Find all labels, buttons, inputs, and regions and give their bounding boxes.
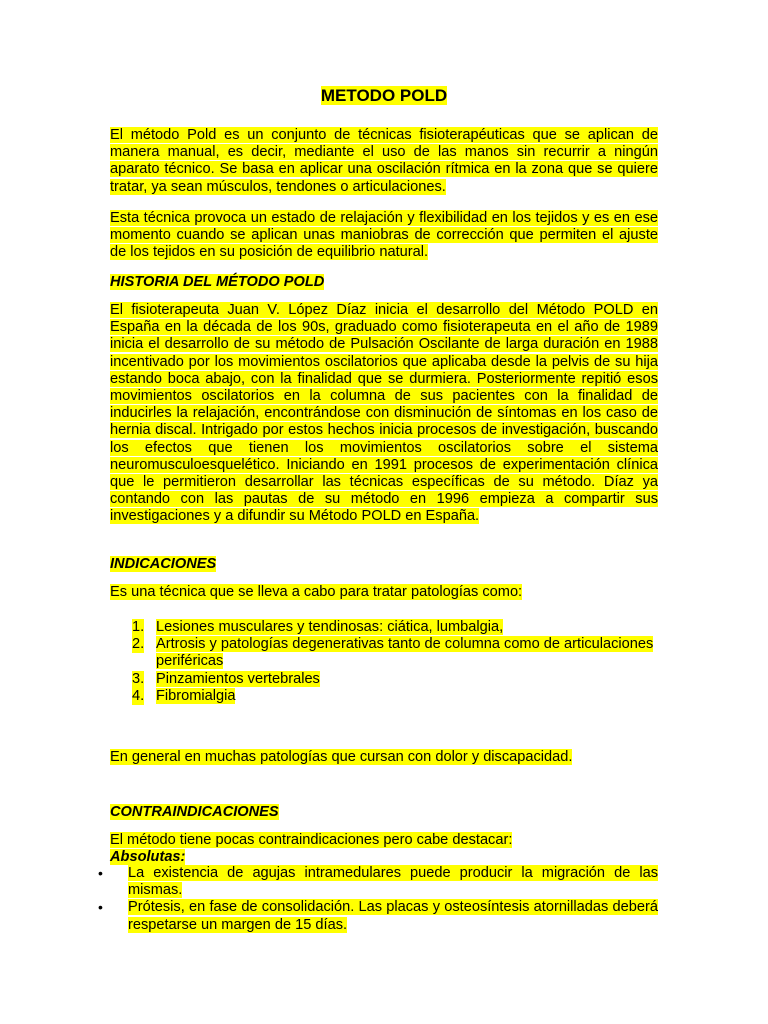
indicaciones-intro: Es una técnica que se lleva a cabo para tratar patologías como: (110, 584, 523, 600)
intro-paragraph-1: El método Pold es un conjunto de técnicas fisioterapéuticas que se aplican de manera manual, es decir, mediante el uso de las manos sin recurrir a ningún aparato técnico. Se basa en aplicar una oscilación rítmica en la zona que se quiere tratar, ya sean músculos, tendones o articulaciones. (110, 127, 658, 195)
bullet-icon: • (98, 899, 103, 916)
historia-paragraph: El fisioterapeuta Juan V. López Díaz inicia el desarrollo del Método POLD en España en la década de los 90s, graduado como fisioterapeuta en el año de 1989 inicia el desarrollo de su método de Pulsación Oscilante de larga duración en 1988 incentivado por los movimientos oscilatorios que aplicaba desde la pelvis de su hija estando boca abajo, con la finalidad que se durmiera. Posteriormente repitió esos movimientos oscilatorios en la columna de sus pacientes con la finalidad de inducirles la relajación, encontrándose con disminución de síntomas en los caso de hernia discal. Intrigado por estos hechos inicia procesos de investigación, buscando los efectos que tienen los movimientos oscilatorios sobre el sistema neuromusculoesquelético. Iniciando en 1991 procesos de experimentación clínica que le permitieron desarrollar las técnicas específicas de su método. Díaz ya contando con las pautas de su método en 1996 empieza a compartir sus investigaciones y a difundir su Método POLD en España. (110, 302, 658, 525)
indicaciones-closing: En general en muchas patologías que cursan con dolor y discapacidad. (110, 749, 573, 765)
contraindicaciones-list (98, 865, 658, 934)
indicaciones-list (110, 619, 658, 705)
historia-heading: HISTORIA DEL MÉTODO POLD (110, 274, 325, 290)
absolutas-subheading: Absolutas: (110, 849, 186, 865)
list-item: 2. Artrosis y patologías degenerativas tanto de columna como de articulaciones periféricas (132, 636, 654, 670)
list-item: 4. Fibromialgia (132, 687, 236, 704)
contraindicaciones-intro: El método tiene pocas contraindicaciones pero cabe destacar: (110, 832, 513, 848)
list-item: 1. Lesiones musculares y tendinosas: ciática, lumbalgia, (132, 619, 504, 635)
contraindicaciones-heading: CONTRAINDICACIONES (110, 804, 279, 820)
list-item: 3. Pinzamientos vertebrales (132, 670, 320, 687)
document-title: METODO POLD (320, 86, 448, 105)
list-item: • Prótesis, en fase de consolidación. Las placas y osteosíntesis atornilladas deberá respetarse un margen de 15 días. (98, 899, 658, 933)
intro-paragraph-2: Esta técnica provoca un estado de relajación y flexibilidad en los tejidos y es en ese momento cuando se aplican unas maniobras de corrección que permiten el ajuste de los tejidos en su posición de equilibrio natural. (110, 210, 658, 261)
indicaciones-heading: INDICACIONES (110, 556, 217, 572)
bullet-icon: • (98, 865, 103, 881)
list-item: • La existencia de agujas intramedulares puede producir la migración de las mismas. (98, 865, 658, 899)
